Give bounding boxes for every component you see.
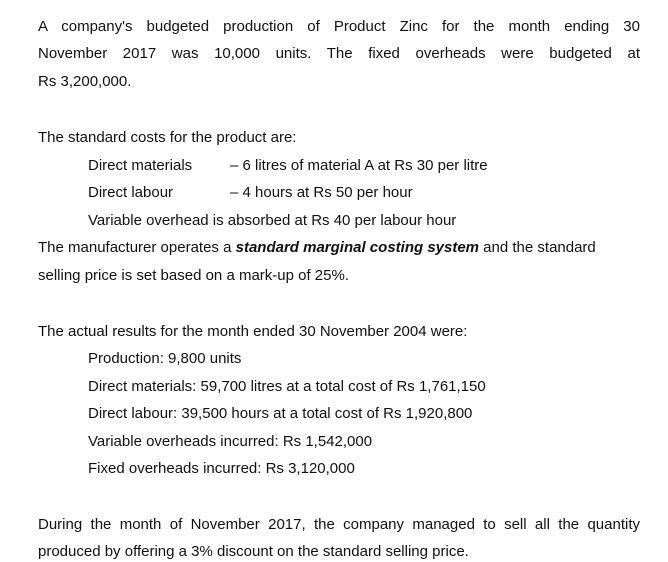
actual-item: Direct labour: 39,500 hours at a total cost of Rs 1,920,800 [88, 405, 473, 422]
system-text-post: and the standard [479, 239, 596, 256]
system-line-2: selling price is set based on a mark-up of 25%. [38, 267, 349, 284]
cost-label: Direct materials [88, 157, 193, 174]
cost-value: – 4 hours at Rs 50 per hour [230, 184, 413, 201]
intro-line-2: November 2017 was 10,000 units. The fixed overheads were budgeted at [38, 45, 640, 62]
system-line-1 [38, 238, 596, 258]
actual-item: Variable overheads incurred: Rs 1,542,000 [88, 433, 373, 450]
actual-item: Production: 9,800 units [88, 350, 242, 367]
system-emphasis: standard marginal costing system [235, 239, 480, 256]
standard-costs-heading: The standard costs for the product are: [38, 129, 297, 146]
actual-item: Fixed overheads incurred: Rs 3,120,000 [88, 460, 355, 477]
intro-line-3: Rs 3,200,000. [38, 73, 132, 90]
cost-value: – 6 litres of material A at Rs 30 per litre [230, 157, 488, 174]
system-text-pre: The manufacturer operates a [38, 239, 236, 256]
variable-overhead-line: Variable overhead is absorbed at Rs 40 per labour hour [88, 212, 457, 229]
actual-results-heading: The actual results for the month ended 30 November 2004 were: [38, 323, 468, 340]
closing-line-2: produced by offering a 3% discount on the standard selling price. [38, 543, 469, 560]
closing-line-1: During the month of November 2017, the company managed to sell all the quantity [38, 516, 640, 533]
cost-label: Direct labour [88, 184, 174, 201]
actual-item: Direct materials: 59,700 litres at a total cost of Rs 1,761,150 [88, 378, 486, 395]
intro-line-1: A company's budgeted production of Product Zinc for the month ending 30 [38, 18, 640, 35]
